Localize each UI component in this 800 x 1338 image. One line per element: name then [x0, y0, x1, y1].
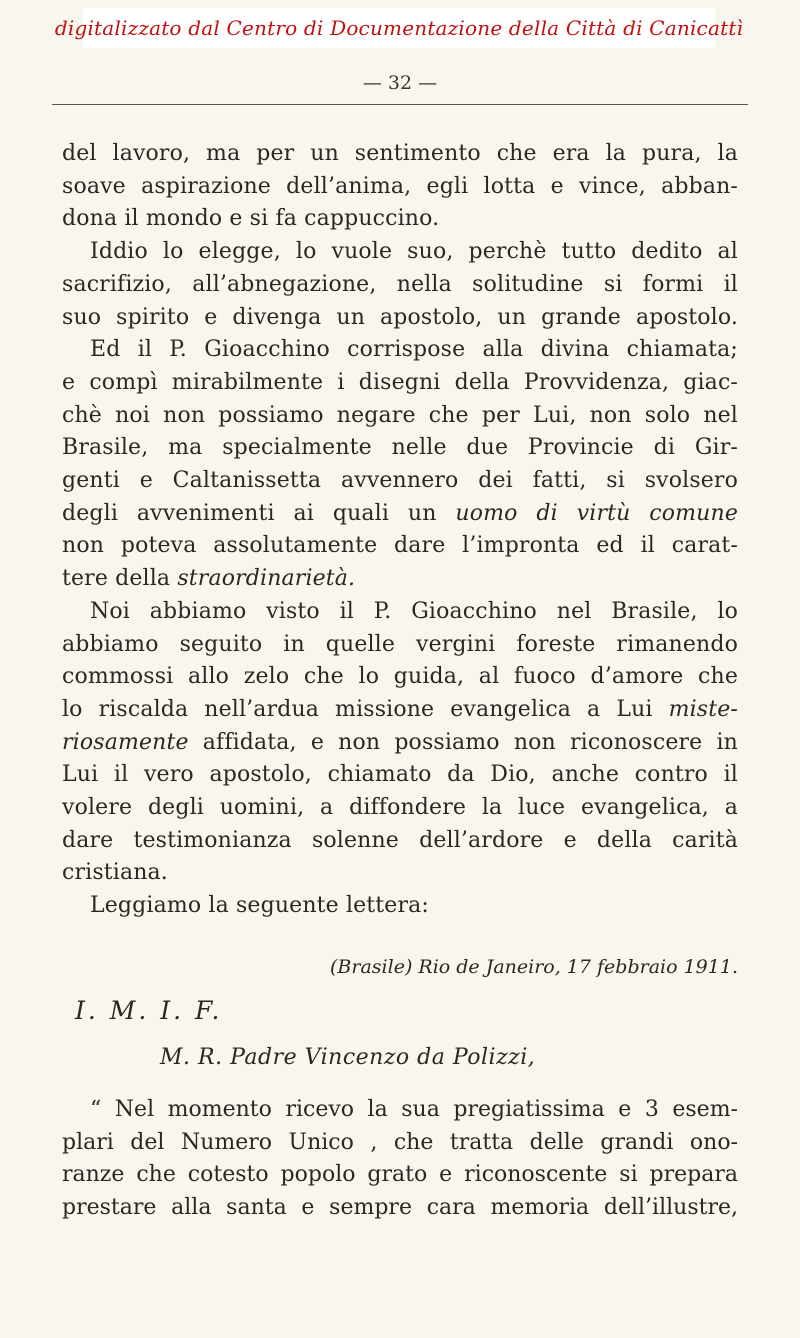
letter-salutation: M. R. Padre Vincenzo da Polizzi, [160, 1045, 536, 1070]
text-line: Leggiamo la seguente lettera: [90, 893, 429, 919]
letter-heading: I. M. I. F. [75, 996, 223, 1025]
digitization-watermark [54, 8, 744, 48]
text-line: Ed il P. Gioacchino corrispose alla divina chiamata; [90, 337, 738, 363]
text-line: non poteva assolutamente dare l’impronta ed il carat- [62, 533, 738, 559]
letter-body [62, 1094, 738, 1224]
text-line: plari del Numero Unico , che tratta delle grandi ono- [62, 1129, 738, 1155]
text-line: genti e Caltanissetta avvennero dei fatti, si svolsero [62, 468, 738, 494]
italic-phrase: uomo di virtù comune [455, 500, 738, 526]
text-segment: lo riscalda nell’ardua missione evangelica a Lui [62, 696, 653, 722]
header-rule [52, 104, 748, 105]
paragraph-3 [62, 334, 738, 596]
text-line: ranze che cotesto popolo grato e riconoscente si prepara [62, 1162, 738, 1187]
paragraph-4 [62, 596, 738, 890]
text-line: dare testimonianza solenne dell’ardore e della carità [62, 827, 738, 853]
text-segment: tere della [62, 566, 171, 592]
text-line: volere degli uomini, a diffondere la luce evangelica, a [62, 795, 738, 821]
text-line [62, 694, 738, 727]
text-line [62, 563, 738, 596]
text-line: suo spirito e divenga un apostolo, un grande apostolo. [62, 304, 738, 330]
text-line: commossi allo zelo che lo guida, al fuoco d’amore che [62, 664, 738, 690]
text-line: “ Nel momento ricevo la sua pregiatissima e 3 esem- [90, 1097, 738, 1122]
text-line [62, 498, 738, 531]
text-line: abbiamo seguito in quelle vergini foreste rimanendo [62, 631, 738, 657]
paragraph-2 [62, 236, 738, 334]
body-text [62, 138, 738, 923]
text-line: Iddio lo elegge, lo vuole suo, perchè tutto dedito al [90, 239, 738, 265]
text-line: del lavoro, ma per un sentimento che era la pura, la [62, 141, 738, 166]
text-line: Noi abbiamo visto il P. Gioacchino nel Brasile, lo [90, 598, 738, 624]
paragraph-5 [62, 890, 738, 923]
text-line: soave aspirazione dell’anima, egli lotta e vince, abban- [62, 173, 738, 199]
text-segment: degli avvenimenti ai quali un [62, 500, 437, 526]
italic-phrase: riosamente [62, 729, 189, 755]
letter-dateline: (Brasile) Rio de Janeiro, 17 febbraio 1911. [330, 956, 738, 978]
text-line: e compì mirabilmente i disegni della Provvidenza, giac- [62, 369, 738, 395]
text-line: cristiana. [62, 860, 168, 886]
paragraph-1 [62, 138, 738, 236]
text-line: sacrifizio, all’abnegazione, nella solitudine si formi il [62, 271, 738, 297]
text-segment: affidata, e non possiamo non riconoscere in [202, 729, 738, 755]
italic-phrase: miste- [668, 696, 738, 722]
text-line [62, 727, 738, 760]
text-line: prestare alla santa e sempre cara memoria dell’illustre, [62, 1194, 738, 1220]
watermark-text: digitalizzato dal Centro di Documentazione della Città di Canicattì [54, 16, 744, 40]
text-line: Lui il vero apostolo, chiamato da Dio, anche contro il [62, 762, 738, 788]
text-line: chè noi non possiamo negare che per Lui, non solo nel [62, 402, 738, 428]
italic-phrase: straordinarietà. [177, 566, 356, 592]
page-number: — 32 — [362, 72, 438, 94]
text-line: Brasile, ma specialmente nelle due Provincie di Gir- [62, 435, 738, 461]
text-line: dona il mondo e si fa cappuccino. [62, 206, 440, 232]
